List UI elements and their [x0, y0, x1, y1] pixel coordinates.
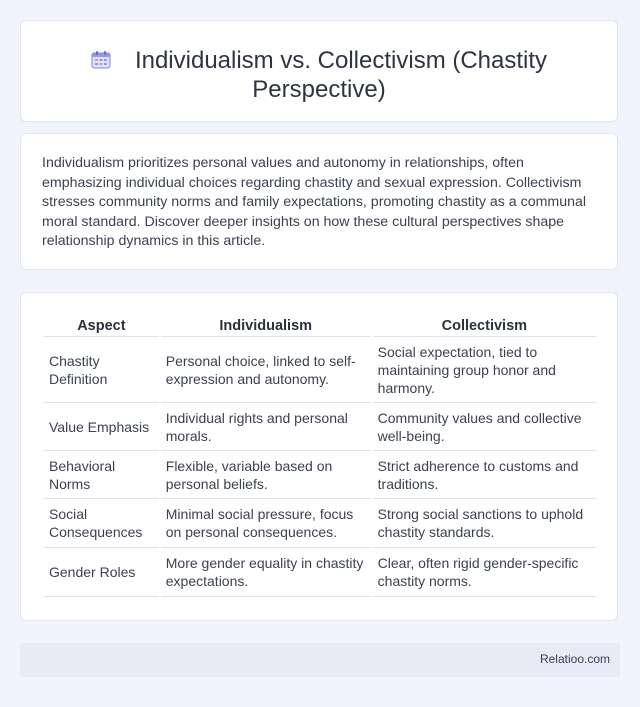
calendar-icon	[91, 51, 111, 69]
table-row	[44, 499, 596, 548]
intro-text: Individualism prioritizes personal values and autonomy in relationships, often emphasizing individual choices regarding chastity and sexual expression. Collectivism stresses community norms and family expectations, promoting chastity as a communal moral standard. Discover deeper insights on how these cultural perspectives shape relationship dynamics in this article.	[42, 155, 587, 249]
column-header-aspect: Aspect	[44, 316, 159, 337]
page-title	[21, 46, 617, 104]
table-cell-individualism: Individual rights and personal morals.	[161, 403, 371, 451]
table-cell-collectivism: Strong social sanctions to uphold chastity standards.	[373, 499, 596, 548]
column-header-individualism: Individualism	[161, 316, 371, 337]
table-row	[44, 548, 596, 597]
table-cell-aspect: Behavioral Norms	[44, 451, 159, 499]
title-text: Individualism vs. Collectivism (Chastity Perspective)	[134, 47, 548, 103]
title-card	[20, 20, 618, 122]
footer-site-link[interactable]: Relatioo.com	[539, 652, 610, 666]
table-cell-individualism: Flexible, variable based on personal beliefs.	[161, 451, 371, 499]
table-row	[44, 451, 596, 499]
column-header-collectivism: Collectivism	[373, 316, 596, 337]
table-cell-collectivism: Strict adherence to customs and traditions.	[373, 451, 596, 499]
table-cell-collectivism: Community values and collective well-being.	[373, 403, 596, 451]
table-cell-collectivism: Social expectation, tied to maintaining group honor and harmony.	[373, 337, 596, 403]
table-cell-individualism: Personal choice, linked to self-expression and autonomy.	[161, 337, 371, 403]
table-cell-aspect: Social Consequences	[44, 499, 159, 548]
table-cell-aspect: Chastity Definition	[44, 337, 159, 403]
comparison-table	[42, 316, 598, 597]
table-cell-aspect: Value Emphasis	[44, 403, 159, 451]
table-cell-collectivism: Clear, often rigid gender-specific chastity norms.	[373, 548, 596, 597]
table-header-row	[44, 316, 596, 337]
table-cell-individualism: Minimal social pressure, focus on personal consequences.	[161, 499, 371, 548]
comparison-card	[20, 292, 618, 621]
table-cell-aspect: Gender Roles	[44, 548, 159, 597]
table-row	[44, 337, 596, 403]
table-cell-individualism: More gender equality in chastity expectations.	[161, 548, 371, 597]
intro-card	[20, 133, 618, 270]
table-row	[44, 403, 596, 451]
footer-bar	[20, 643, 620, 677]
